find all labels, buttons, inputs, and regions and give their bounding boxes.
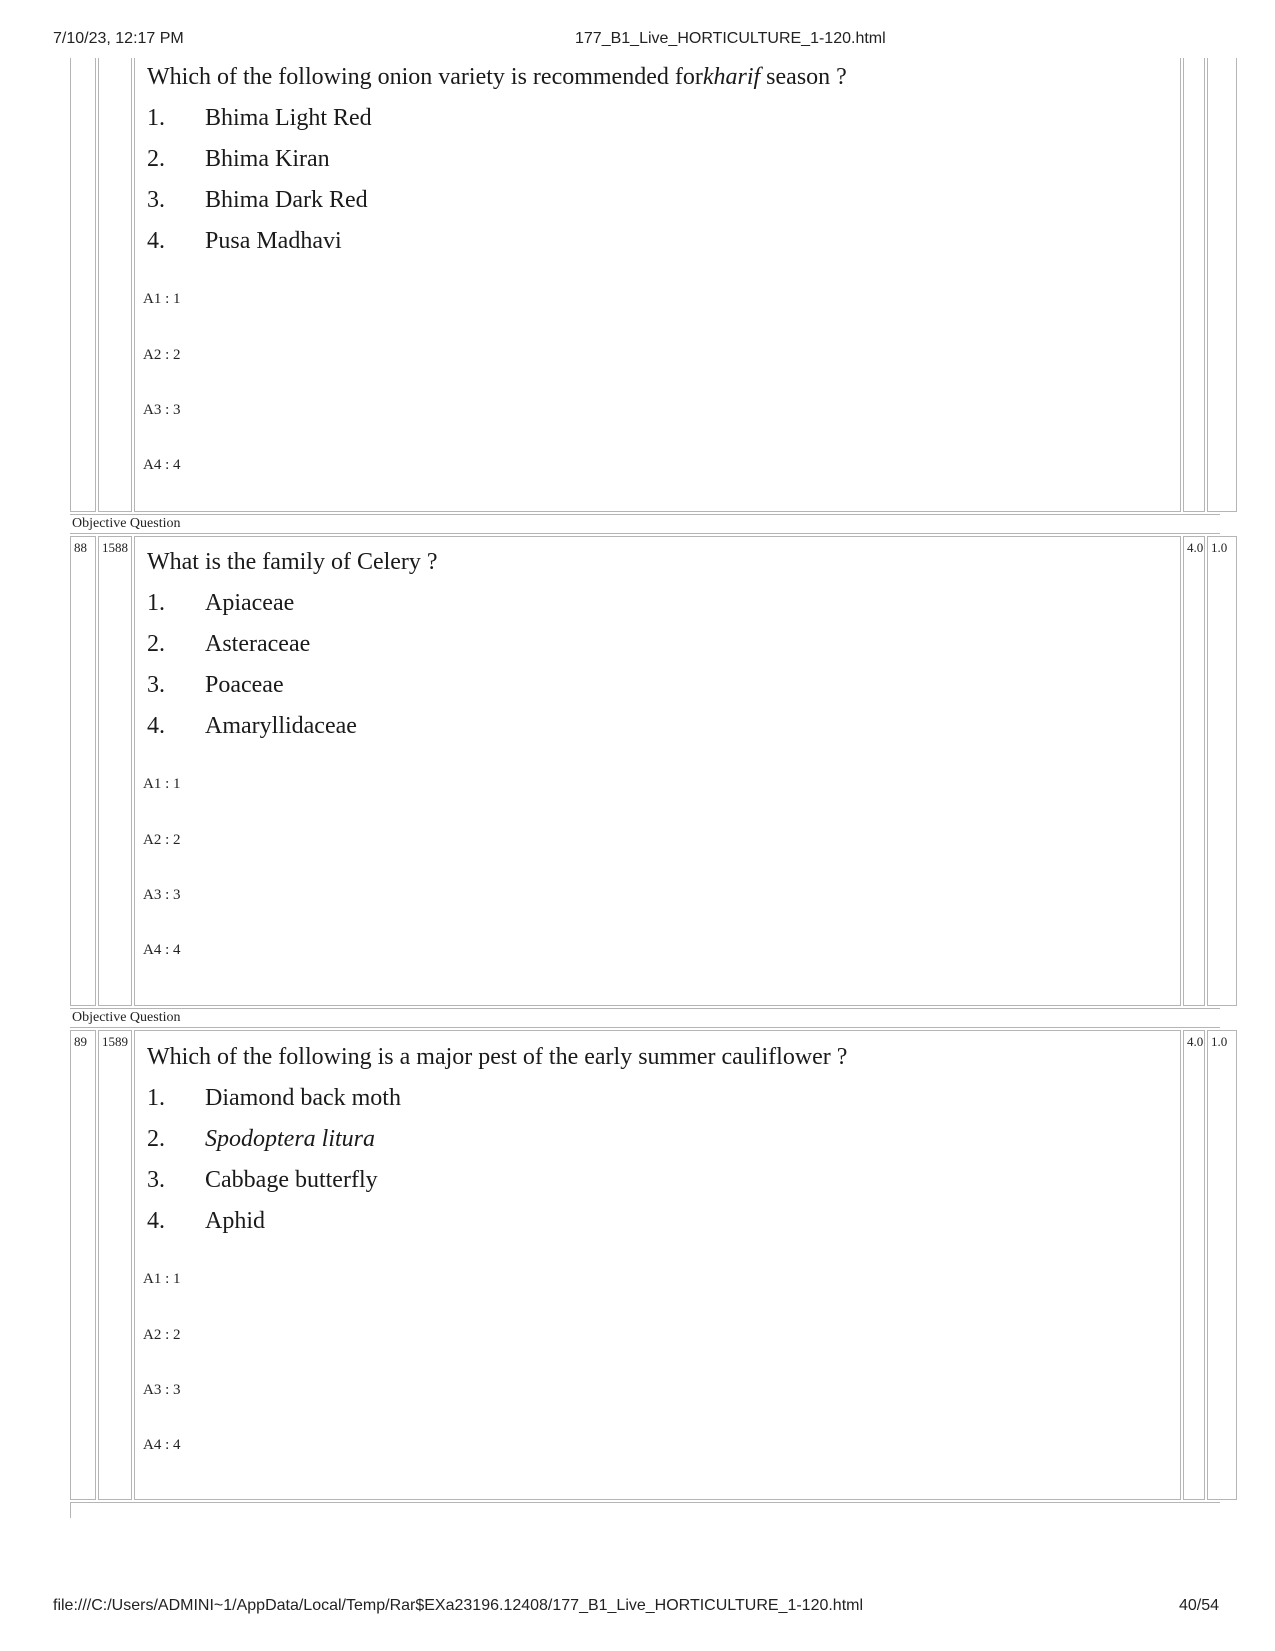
- print-header: [0, 30, 1275, 52]
- answer-key: A3 : 3: [143, 887, 181, 903]
- answer-key: A2 : 2: [143, 347, 181, 363]
- print-document-title: 177_B1_Live_HORTICULTURE_1-120.html: [575, 30, 886, 47]
- answer-key: A1 : 1: [143, 291, 181, 307]
- table-divider: [70, 1502, 1220, 1503]
- question-number: 88: [74, 540, 87, 555]
- question-number: 89: [74, 1034, 87, 1049]
- option-text-italic: Spodoptera litura: [205, 1126, 376, 1152]
- question-table: [70, 58, 1228, 1590]
- option-number: 2.: [147, 146, 165, 172]
- answer-key: A2 : 2: [143, 1327, 181, 1343]
- question-id-cell: [98, 1030, 132, 1500]
- print-datetime: 7/10/23, 12:17 PM: [53, 30, 184, 47]
- question-body-cell: [134, 536, 1181, 1006]
- table-divider: [70, 533, 1220, 534]
- negative-marks-value: 1.0: [1211, 1034, 1228, 1049]
- option-number: 4.: [147, 1208, 165, 1234]
- question-type-label: Objective Question: [72, 1010, 181, 1025]
- question-type-label: Objective Question: [72, 516, 181, 531]
- marks-value: 4.0: [1187, 1034, 1204, 1049]
- option-number: 1.: [147, 590, 165, 616]
- question-number-cell: [70, 58, 96, 512]
- negative-marks-cell: [1207, 58, 1237, 512]
- negative-marks-cell: [1207, 1030, 1237, 1500]
- table-divider: [70, 514, 1220, 515]
- option-text: Apiaceae: [205, 590, 295, 616]
- question-number-cell: [70, 536, 96, 1006]
- question-id: 1589: [102, 1034, 128, 1049]
- table-divider: [70, 1027, 1220, 1028]
- option-text: Cabbage butterfly: [205, 1167, 378, 1193]
- option-text: Diamond back moth: [205, 1085, 401, 1111]
- question-text: Which of the following onion variety is recommended forkharif season ?: [147, 64, 847, 90]
- answer-key: A1 : 1: [143, 1271, 181, 1287]
- option-number: 4.: [147, 228, 165, 254]
- question-text: Which of the following is a major pest of the early summer cauliflower ?: [147, 1044, 848, 1070]
- option-number: 3.: [147, 187, 165, 213]
- option-number: 4.: [147, 713, 165, 739]
- option-number: 3.: [147, 672, 165, 698]
- marks-cell: [1183, 536, 1205, 1006]
- question-row: [70, 536, 1228, 1006]
- negative-marks-cell: [1207, 536, 1237, 1006]
- table-divider: [70, 1008, 1220, 1009]
- answer-key: A4 : 4: [143, 942, 181, 958]
- question-id: 1588: [102, 540, 128, 555]
- option-text: Pusa Madhavi: [205, 228, 342, 254]
- question-id-cell: [98, 536, 132, 1006]
- question-text-italic: kharif: [702, 64, 761, 90]
- answer-key: A3 : 3: [143, 1382, 181, 1398]
- print-page-number: 40/54: [1178, 1597, 1219, 1614]
- option-text: Poaceae: [205, 672, 284, 698]
- option-text: Bhima Kiran: [205, 146, 330, 172]
- option-number: 2.: [147, 1126, 165, 1152]
- answer-key: A4 : 4: [143, 457, 181, 473]
- marks-cell: [1183, 58, 1205, 512]
- table-border: [70, 1502, 71, 1518]
- answer-key: A4 : 4: [143, 1437, 181, 1453]
- option-text: Aphid: [205, 1208, 265, 1234]
- question-row: [70, 1030, 1228, 1500]
- print-footer: [0, 1597, 1275, 1619]
- marks-value: 4.0: [1187, 540, 1204, 555]
- question-row: [70, 58, 1220, 512]
- option-number: 1.: [147, 105, 165, 131]
- marks-cell: [1183, 1030, 1205, 1500]
- answer-key: A1 : 1: [143, 776, 181, 792]
- option-text: Amaryllidaceae: [205, 713, 357, 739]
- option-number: 3.: [147, 1167, 165, 1193]
- negative-marks-value: 1.0: [1211, 540, 1228, 555]
- question-body-cell: [134, 1030, 1181, 1500]
- question-number-cell: [70, 1030, 96, 1500]
- option-text: Bhima Light Red: [205, 105, 372, 131]
- answer-key: A3 : 3: [143, 402, 181, 418]
- question-id-cell: [98, 58, 132, 512]
- question-body-cell: [134, 58, 1181, 512]
- option-text: Bhima Dark Red: [205, 187, 368, 213]
- option-text: Asteraceae: [205, 631, 311, 657]
- answer-key: A2 : 2: [143, 832, 181, 848]
- option-number: 2.: [147, 631, 165, 657]
- question-text: What is the family of Celery ?: [147, 549, 438, 575]
- print-file-path: file:///C:/Users/ADMINI~1/AppData/Local/Temp/Rar$EXa23196.12408/177_B1_Live_HORTICULTURE_1-120.html: [53, 1597, 864, 1614]
- option-number: 1.: [147, 1085, 165, 1111]
